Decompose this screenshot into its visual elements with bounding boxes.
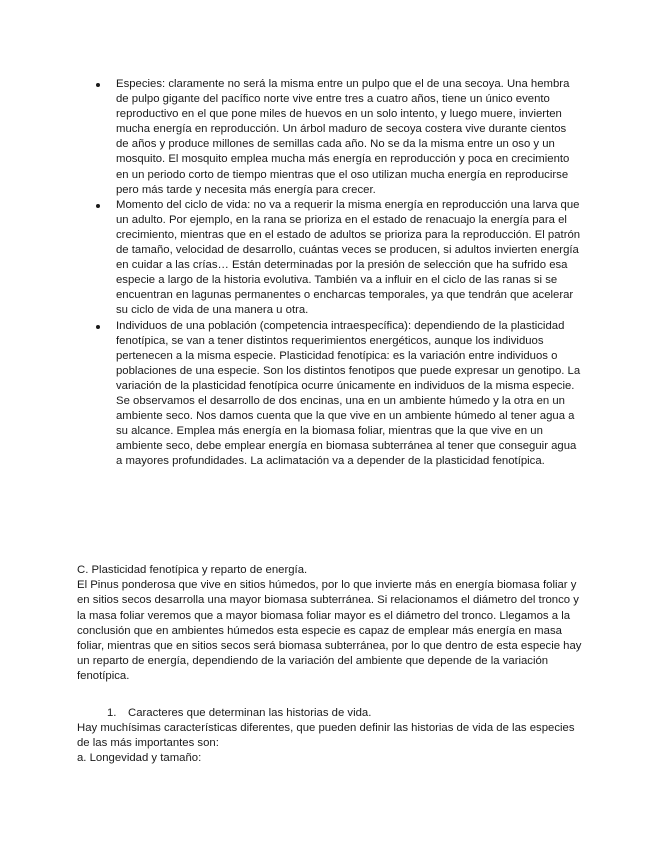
bullet-icon (96, 325, 100, 329)
section-history-subheading: a. Longevidad y tamaño: (77, 752, 202, 765)
bullet-item-especies (95, 77, 581, 198)
section-c-heading: C. Plasticidad fenotípica y reparto de energía. (77, 564, 308, 576)
section-history-intro: Hay muchísimas características diferentes, que pueden definir las historias de vida de las especies de las más importantes son: (77, 722, 575, 750)
bullet-text: Individuos de una población (competencia intraespecífica): dependiendo de la plasticidad fenotípica, se van a tener distintos requerimientos energéticos, aunque los individuos pertenecen a la misma especie. Plasticidad fenotípica: es la variación entre individuos o poblaciones de una especie. Son los distintos fenotipos que puede expresar un genotipo. La variación de la plasticidad fenotípica ocurre únicamente en individuos de la misma especie. Se observamos el desarrollo de dos encinas, una en un ambiente húmedo y la otra en un ambiente seco. Nos damos cuenta que la que vive en un ambiente húmedo al tener agua a su alcance. Emplea más energía en la biomasa foliar, mientras que la que vive en un ambiente seco, debe emplear energía en biomasa subterránea al tener que conseguir agua a mayores profundidades. La aclimatación va a depender de la plasticidad fenotípica. (116, 319, 581, 468)
bullet-text: Especies: claramente no será la misma entre un pulpo que el de una secoya. Una hembra de pulpo gigante del pacífico norte vive entre tres a cuatro años, tiene un único evento reproductivo en el que pone miles de huevos en un solo intento, y luego muere, invierten mucha energía en reproducción. Un árbol maduro de secoya costera vive durante cientos de años y produce millones de semillas cada año. No se da la misma entre un oso y un mosquito. El mosquito emplea mucha más energía en reproducción y poca en crecimiento en un periodo corto de tiempo mientras que el oso utilizan mucha energía en reproducirse pero más tarde y necesita más energía para crecer. (116, 78, 570, 196)
section-c-body: El Pinus ponderosa que vive en sitios húmedos, por lo que invierte más en energía biomasa foliar y en sitios secos desarrolla una mayor biomasa subterránea. Si relacionamos el diámetro del tronco y la masa foliar veremos que a mayor biomasa foliar mayor es el diámetro del tronco. Llegamos a la conclusión que en ambientes húmedos esta especie es capaz de emplear más energía en masa foliar, mientras que en sitios secos será biomasa subterránea, por lo que dentro de esta especie hay un reparto de energía, dependiendo de la variación del ambiente que depende de la variación fenotípica. (77, 579, 582, 683)
section-c (77, 563, 587, 685)
bullet-icon (96, 83, 100, 87)
bullet-list (95, 77, 581, 469)
numbered-heading-text: Caracteres que determinan las historias de vida. (128, 707, 372, 719)
bullet-item-individuos (95, 319, 581, 470)
bullet-text: Momento del ciclo de vida: no va a requerir la misma energía en reproducción una larva que un adulto. Por ejemplo, en la rana se prioriza en el estado de renacuajo la energía para el crecimiento, mientras que en el estado de adultos se prioriza para la reproducción. El patrón de tamaño, velocidad de desarrollo, cuántas veces se producen, si adultos invierten energía en cuidar a las crías… Están determinadas por la presión de selección que ha sufrido esa especie a largo de la historia evolutiva. También va a influir en el ciclo de las ranas si se encuentran en lagunas permanentes o encharcas temporales, ya que tendrán que acelerar su ciclo de vida de una manera u otra. (116, 198, 581, 317)
numbered-heading-number: 1. (107, 707, 117, 719)
bullet-item-ciclo-de-vida (95, 198, 581, 319)
section-history (77, 721, 587, 767)
bullet-icon (96, 204, 100, 208)
